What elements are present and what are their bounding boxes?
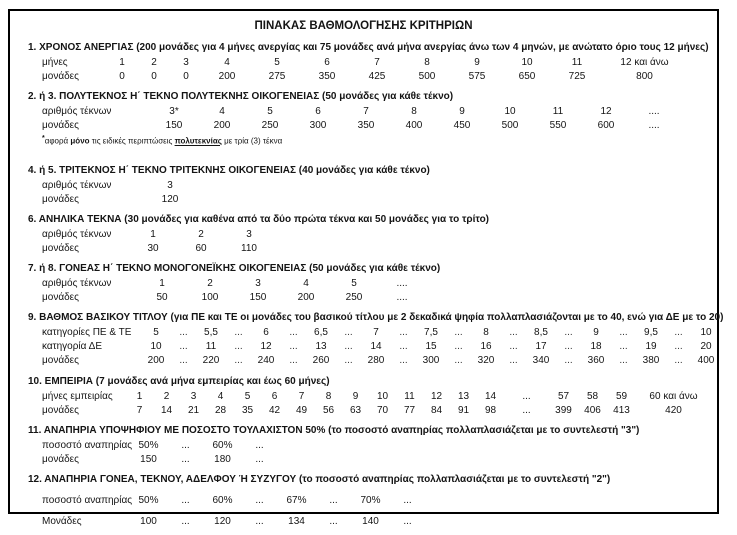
table-cell: 110 bbox=[241, 242, 257, 254]
table-cell: 3 bbox=[167, 179, 173, 191]
table-cell: ... bbox=[255, 439, 264, 451]
table-cell: 575 bbox=[468, 71, 486, 82]
table-cell: 420 bbox=[665, 404, 682, 416]
table-cell: 5,5 bbox=[204, 326, 218, 338]
table-cell: 9 bbox=[459, 106, 465, 117]
table-cell: ... bbox=[181, 439, 190, 451]
table-cell: .... bbox=[396, 277, 408, 289]
table-row bbox=[10, 56, 717, 70]
table-cell: 2 bbox=[163, 390, 170, 402]
table-cell: 260 bbox=[312, 354, 330, 366]
section-family-disability bbox=[10, 472, 717, 529]
section-rows bbox=[10, 56, 717, 84]
row-label: μονάδες bbox=[42, 242, 79, 254]
table-cell: 320 bbox=[477, 354, 495, 366]
table-row bbox=[10, 105, 717, 119]
row-cells bbox=[130, 453, 278, 467]
section-triteknos bbox=[10, 163, 717, 207]
section-unemployment-time bbox=[10, 40, 717, 84]
section-rows bbox=[10, 179, 717, 207]
table-cell: 250 bbox=[261, 120, 279, 131]
table-cell: 12 bbox=[260, 340, 272, 352]
table-cell: 6 bbox=[263, 326, 269, 338]
table-row bbox=[10, 354, 717, 368]
table-cell: 275 bbox=[268, 71, 286, 82]
table-cell: 350 bbox=[318, 71, 336, 82]
table-row bbox=[10, 228, 717, 242]
footnote-text: τις ειδικές περιπτώσεις bbox=[89, 136, 175, 146]
section-candidate-disability bbox=[10, 423, 717, 467]
table-cell: 425 bbox=[368, 71, 386, 82]
table-cell: 11 bbox=[205, 340, 217, 352]
table-cell: ... bbox=[522, 404, 531, 416]
table-row bbox=[10, 193, 717, 207]
row-cells bbox=[130, 515, 426, 529]
table-cell: 21 bbox=[187, 404, 200, 416]
table-cell: 550 bbox=[549, 120, 567, 131]
table-cell: 59 bbox=[615, 390, 628, 402]
table-cell: 9 bbox=[593, 326, 599, 338]
section-rows bbox=[10, 494, 717, 529]
table-cell: 4 bbox=[303, 277, 309, 289]
row-cells bbox=[129, 242, 273, 256]
table-cell: 4 bbox=[219, 106, 225, 117]
table-cell: 180 bbox=[214, 453, 231, 465]
table-cell: 3 bbox=[246, 228, 252, 240]
table-cell: 60 και άνω bbox=[649, 390, 698, 402]
table-cell: ... bbox=[564, 340, 573, 352]
table-cell: 200 bbox=[213, 120, 231, 131]
table-cell: ... bbox=[289, 326, 298, 338]
table-row bbox=[10, 291, 717, 305]
table-cell: 340 bbox=[532, 354, 550, 366]
table-cell: 5 bbox=[267, 106, 273, 117]
table-row bbox=[10, 453, 717, 467]
table-cell: 7 bbox=[373, 326, 379, 338]
row-cells bbox=[140, 354, 722, 368]
table-cell: 2 bbox=[207, 277, 213, 289]
table-cell: 17 bbox=[535, 340, 547, 352]
table-cell: ... bbox=[289, 340, 298, 352]
table-cell: 0 bbox=[151, 71, 157, 82]
table-cell: 58 bbox=[586, 390, 599, 402]
table-cell: ... bbox=[344, 340, 353, 352]
table-cell: 250 bbox=[345, 291, 363, 303]
table-cell: 10 bbox=[504, 106, 516, 117]
table-cell: 13 bbox=[457, 390, 470, 402]
row-cells bbox=[126, 404, 711, 418]
table-cell: 9 bbox=[352, 390, 359, 402]
table-cell: 400 bbox=[697, 354, 715, 366]
section-heading: 11. ΑΝΑΠΗΡΙΑ ΥΠΟΨΗΦΙΟΥ ΜΕ ΠΟΣΟΣΤΟ ΤΟΥΛΑΧΙΣΤΟΝ 50% (το ποσοστό αναπηρίας πολλαπλασιάζεται με το συντελεστή "3") bbox=[28, 424, 640, 436]
table-cell: ... bbox=[234, 326, 243, 338]
section-rows bbox=[10, 105, 717, 133]
table-cell: 10 bbox=[700, 326, 712, 338]
table-cell: 3 bbox=[190, 390, 197, 402]
table-cell: 8 bbox=[411, 106, 417, 117]
footnote-asterisk: * bbox=[42, 135, 45, 142]
section-rows bbox=[10, 390, 717, 418]
table-cell: 6 bbox=[315, 106, 321, 117]
table-cell: ... bbox=[399, 326, 408, 338]
table-cell: 5 bbox=[274, 57, 280, 68]
table-row bbox=[10, 277, 717, 291]
table-cell: 400 bbox=[405, 120, 423, 131]
table-cell: 1 bbox=[119, 57, 125, 68]
table-cell: 0 bbox=[183, 71, 189, 82]
table-cell: ... bbox=[674, 326, 683, 338]
table-cell: 10 bbox=[376, 390, 389, 402]
table-cell: ... bbox=[234, 354, 243, 366]
table-cell: 200 bbox=[147, 354, 165, 366]
table-cell: ... bbox=[344, 354, 353, 366]
section-polyteknos bbox=[10, 89, 717, 148]
table-cell: 240 bbox=[257, 354, 275, 366]
section-rows bbox=[10, 439, 717, 467]
table-cell: 13 bbox=[315, 340, 327, 352]
table-cell: 60% bbox=[212, 494, 233, 506]
table-cell: 42 bbox=[268, 404, 281, 416]
section-experience bbox=[10, 374, 717, 418]
table-cell: ... bbox=[564, 326, 573, 338]
table-cell: ... bbox=[619, 340, 628, 352]
footnote-text: αφορά bbox=[44, 136, 71, 146]
table-row bbox=[10, 494, 717, 508]
table-cell: 0 bbox=[119, 71, 125, 82]
row-cells bbox=[130, 494, 426, 508]
table-cell: ... bbox=[619, 326, 628, 338]
row-label: μονάδες bbox=[42, 404, 79, 416]
table-cell: 12 bbox=[430, 390, 443, 402]
table-cell: ... bbox=[329, 494, 338, 506]
table-cell: 60% bbox=[212, 439, 233, 451]
table-cell: ... bbox=[509, 340, 518, 352]
row-label: μονάδες bbox=[42, 71, 79, 82]
table-cell: 50% bbox=[138, 494, 159, 506]
table-cell: ... bbox=[234, 340, 243, 352]
table-cell: ... bbox=[289, 354, 298, 366]
row-cells bbox=[126, 390, 711, 404]
table-cell: 280 bbox=[367, 354, 385, 366]
row-label: αριθμός τέκνων bbox=[42, 228, 112, 240]
table-cell: 57 bbox=[557, 390, 570, 402]
table-cell: 100 bbox=[140, 515, 157, 527]
table-cell: 350 bbox=[357, 120, 375, 131]
table-cell: ... bbox=[255, 453, 264, 465]
table-cell: 650 bbox=[518, 71, 536, 82]
table-cell: 150 bbox=[165, 120, 183, 131]
table-cell: 28 bbox=[214, 404, 227, 416]
table-cell: 7,5 bbox=[424, 326, 438, 338]
table-cell: ... bbox=[255, 494, 264, 506]
footnote bbox=[10, 133, 717, 148]
table-cell: 200 bbox=[297, 291, 315, 303]
row-label: αριθμός τέκνων bbox=[42, 106, 112, 117]
row-label: μονάδες bbox=[42, 453, 79, 465]
table-cell: 399 bbox=[555, 404, 572, 416]
table-row bbox=[10, 515, 717, 529]
table-cell: 16 bbox=[480, 340, 492, 352]
table-cell: ... bbox=[454, 354, 463, 366]
table-cell: 6,5 bbox=[314, 326, 328, 338]
row-cells bbox=[138, 277, 426, 291]
table-cell: 60 bbox=[195, 242, 207, 254]
table-cell: 134 bbox=[288, 515, 305, 527]
section-minor-children bbox=[10, 212, 717, 256]
table-cell: 120 bbox=[161, 193, 179, 205]
table-cell: 3 bbox=[255, 277, 261, 289]
row-cells bbox=[130, 439, 278, 453]
table-cell: 11 bbox=[571, 57, 583, 68]
table-cell: 8 bbox=[483, 326, 489, 338]
table-cell: ... bbox=[403, 494, 412, 506]
section-heading: 7. ή 8. ΓΟΝΕΑΣ Η΄ ΤΕΚΝΟ ΜΟΝΟΓΟΝΕΪΚΗΣ ΟΙΚΟΓΕΝΕΙΑΣ (50 μονάδες για κάθε τέκνο) bbox=[28, 262, 441, 274]
table-cell: ... bbox=[329, 515, 338, 527]
table-cell: 12 και άνω bbox=[620, 57, 669, 68]
table-cell: ... bbox=[181, 515, 190, 527]
table-cell: 50% bbox=[138, 439, 159, 451]
row-cells bbox=[106, 56, 687, 70]
page-title: ΠΙΝΑΚΑΣ ΒΑΘΜΟΛΟΓΗΣΗΣ ΚΡΙΤΗΡΙΩΝ bbox=[254, 20, 473, 32]
table-row bbox=[10, 404, 717, 418]
table-cell: ... bbox=[399, 340, 408, 352]
table-cell: 2 bbox=[151, 57, 157, 68]
table-row bbox=[10, 242, 717, 256]
table-cell: 200 bbox=[218, 71, 236, 82]
table-cell: 14 bbox=[160, 404, 173, 416]
table-cell: 100 bbox=[201, 291, 219, 303]
table-cell: 56 bbox=[322, 404, 335, 416]
table-cell: 8,5 bbox=[534, 326, 548, 338]
section-heading: 4. ή 5. ΤΡΙΤΕΚΝΟΣ Η΄ ΤΕΚΝΟ ΤΡΙΤΕΚΝΗΣ ΟΙΚΟΓΕΝΕΙΑΣ (40 μονάδες για κάθε τέκνο) bbox=[28, 164, 430, 176]
table-cell: 1 bbox=[150, 228, 156, 240]
table-cell: 360 bbox=[587, 354, 605, 366]
table-cell: 30 bbox=[147, 242, 159, 254]
table-row bbox=[10, 326, 717, 340]
table-cell: 220 bbox=[202, 354, 220, 366]
row-label: αριθμός τέκνων bbox=[42, 277, 112, 289]
table-cell: ... bbox=[454, 326, 463, 338]
table-cell: 14 bbox=[484, 390, 497, 402]
section-single-parent bbox=[10, 261, 717, 305]
table-cell: 120 bbox=[214, 515, 231, 527]
row-cells bbox=[150, 193, 190, 207]
table-cell: ... bbox=[399, 354, 408, 366]
table-cell: ... bbox=[344, 326, 353, 338]
table-cell: 600 bbox=[597, 120, 615, 131]
row-label: κατηγορίες ΠΕ & ΤΕ bbox=[42, 326, 132, 338]
table-cell: 14 bbox=[370, 340, 382, 352]
table-cell: 11 bbox=[404, 390, 415, 402]
table-cell: ... bbox=[181, 453, 190, 465]
row-cells bbox=[150, 119, 678, 133]
table-cell: 9,5 bbox=[644, 326, 658, 338]
section-rows bbox=[10, 326, 717, 368]
table-cell: 19 bbox=[645, 340, 657, 352]
row-label: μονάδες bbox=[42, 354, 79, 366]
table-cell: .... bbox=[396, 291, 408, 303]
row-label: κατηγορία ΔΕ bbox=[42, 340, 102, 352]
footnote-underlined-text: πολυτεκνίας bbox=[174, 136, 222, 146]
table-cell: ... bbox=[674, 340, 683, 352]
row-label: αριθμός τέκνων bbox=[42, 179, 112, 191]
score-table bbox=[8, 9, 724, 527]
table-cell: 10 bbox=[150, 340, 162, 352]
table-cell: 9 bbox=[474, 57, 480, 68]
table-cell: 1 bbox=[159, 277, 165, 289]
table-cell: 35 bbox=[241, 404, 254, 416]
table-cell: ... bbox=[181, 494, 190, 506]
table-cell: 63 bbox=[349, 404, 362, 416]
table-cell: 725 bbox=[568, 71, 586, 82]
table-cell: 380 bbox=[642, 354, 660, 366]
table-cell: ... bbox=[509, 354, 518, 366]
table-cell: 49 bbox=[295, 404, 308, 416]
table-cell: 50 bbox=[156, 291, 168, 303]
section-heading: 10. ΕΜΠΕΙΡΙΑ (7 μονάδες ανά μήνα εμπειρίας και έως 60 μήνες) bbox=[28, 375, 330, 387]
table-cell: 7 bbox=[374, 57, 380, 68]
table-row bbox=[10, 340, 717, 354]
row-cells bbox=[138, 291, 426, 305]
footnote-bold-text: μόνο bbox=[70, 136, 90, 146]
table-cell: 5 bbox=[153, 326, 159, 338]
section-rows bbox=[10, 277, 717, 305]
table-cell: 4 bbox=[224, 57, 230, 68]
table-cell: ... bbox=[564, 354, 573, 366]
table-cell: ... bbox=[179, 354, 188, 366]
table-cell: 500 bbox=[501, 120, 519, 131]
row-label: ποσοστό αναπηρίας bbox=[42, 494, 133, 506]
table-cell: 406 bbox=[584, 404, 601, 416]
row-label: μονάδες bbox=[42, 193, 79, 205]
table-cell: 3* bbox=[169, 106, 179, 117]
table-cell: 67% bbox=[286, 494, 307, 506]
section-heading: 9. ΒΑΘΜΟΣ ΒΑΣΙΚΟΥ ΤΙΤΛΟΥ (για ΠΕ και ΤΕ οι μονάδες του βασικού τίτλου με 2 δεκαδικά ψηφία πολλαπλασιάζονται με το 40, ενώ για ΔΕ με το 20) bbox=[28, 311, 724, 323]
section-heading: 1. ΧΡΟΝΟΣ ΑΝΕΡΓΙΑΣ (200 μονάδες για 4 μήνες ανεργίας και 75 μονάδες ανά μήνα ανεργίας άνω των 4 μηνών, με ανώτατο όριο τους 12 μήνες) bbox=[28, 42, 709, 53]
table-cell: ... bbox=[522, 390, 531, 402]
table-cell: 3 bbox=[183, 57, 189, 68]
row-cells bbox=[150, 105, 678, 119]
table-cell: 12 bbox=[600, 106, 612, 117]
table-cell: 450 bbox=[453, 120, 471, 131]
table-row bbox=[10, 439, 717, 453]
table-cell: .... bbox=[648, 120, 660, 131]
table-cell: 140 bbox=[362, 515, 379, 527]
section-heading: 2. ή 3. ΠΟΛΥΤΕΚΝΟΣ Η΄ ΤΕΚΝΟ ΠΟΛΥΤΕΚΝΗΣ ΟΙΚΟΓΕΝΕΙΑΣ (50 μονάδες για κάθε τέκνο) bbox=[28, 91, 454, 102]
table-cell: 150 bbox=[140, 453, 157, 465]
table-cell: 20 bbox=[700, 340, 712, 352]
table-cell: ... bbox=[403, 515, 412, 527]
row-label: μονάδες bbox=[42, 120, 79, 131]
table-cell: ... bbox=[255, 515, 264, 527]
table-cell: 800 bbox=[636, 71, 653, 82]
table-cell: 8 bbox=[424, 57, 430, 68]
table-cell: 150 bbox=[249, 291, 267, 303]
table-cell: 413 bbox=[613, 404, 630, 416]
table-cell: 70% bbox=[360, 494, 381, 506]
table-cell: 7 bbox=[363, 106, 369, 117]
section-degree-grade bbox=[10, 310, 724, 368]
table-cell: 18 bbox=[590, 340, 602, 352]
section-heading: 12. ΑΝΑΠΗΡΙΑ ΓΟΝΕΑ, ΤΕΚΝΟΥ, ΑΔΕΛΦΟΥ Ή ΣΥΖΥΓΟΥ (το ποσοστό αναπηρίας πολλαπλασιάζεται με το συντελεστή "2") bbox=[28, 473, 611, 485]
row-cells bbox=[140, 326, 722, 340]
table-cell: 10 bbox=[521, 57, 533, 68]
row-cells bbox=[106, 70, 687, 84]
row-label: μονάδες bbox=[42, 291, 79, 303]
row-label: μήνες bbox=[42, 57, 68, 68]
table-cell: ... bbox=[179, 340, 188, 352]
table-cell: 70 bbox=[376, 404, 389, 416]
row-label: ποσοστό αναπηρίας bbox=[42, 439, 133, 451]
table-cell: 6 bbox=[271, 390, 278, 402]
table-cell: 98 bbox=[484, 404, 497, 416]
table-cell: 8 bbox=[325, 390, 332, 402]
table-cell: 11 bbox=[552, 106, 564, 117]
table-cell: 77 bbox=[403, 404, 416, 416]
section-heading: 6. ΑΝΗΛΙΚΑ ΤΕΚΝΑ (30 μονάδες για καθένα από τα δύο πρώτα τέκνα και 50 μονάδες για το τρίτο) bbox=[28, 213, 490, 225]
table-cell: 5 bbox=[351, 277, 357, 289]
row-label: Μονάδες bbox=[42, 515, 82, 527]
footnote-text: με τρία (3) τέκνα bbox=[221, 136, 283, 146]
table-cell: 7 bbox=[136, 404, 143, 416]
table-row bbox=[10, 70, 717, 84]
table-cell: ... bbox=[454, 340, 463, 352]
section-rows bbox=[10, 228, 717, 256]
table-cell: 4 bbox=[217, 390, 224, 402]
table-cell: 500 bbox=[418, 71, 436, 82]
table-cell: 5 bbox=[244, 390, 251, 402]
table-cell: 15 bbox=[425, 340, 437, 352]
table-cell: 2 bbox=[198, 228, 204, 240]
table-cell: 1 bbox=[136, 390, 143, 402]
table-cell: ... bbox=[619, 354, 628, 366]
row-cells bbox=[129, 228, 273, 242]
table-cell: ... bbox=[509, 326, 518, 338]
table-cell: 7 bbox=[298, 390, 305, 402]
table-row bbox=[10, 119, 717, 133]
row-label: μήνες εμπειρίας bbox=[42, 390, 113, 402]
table-cell: 6 bbox=[324, 57, 330, 68]
table-cell: 300 bbox=[422, 354, 440, 366]
table-cell: 300 bbox=[309, 120, 327, 131]
table-cell: 84 bbox=[430, 404, 443, 416]
table-cell: .... bbox=[648, 106, 660, 117]
table-cell: 91 bbox=[457, 404, 470, 416]
row-cells bbox=[140, 340, 722, 354]
row-cells bbox=[150, 179, 190, 193]
table-row bbox=[10, 179, 717, 193]
table-row bbox=[10, 390, 717, 404]
table-cell: ... bbox=[674, 354, 683, 366]
table-cell: ... bbox=[179, 326, 188, 338]
